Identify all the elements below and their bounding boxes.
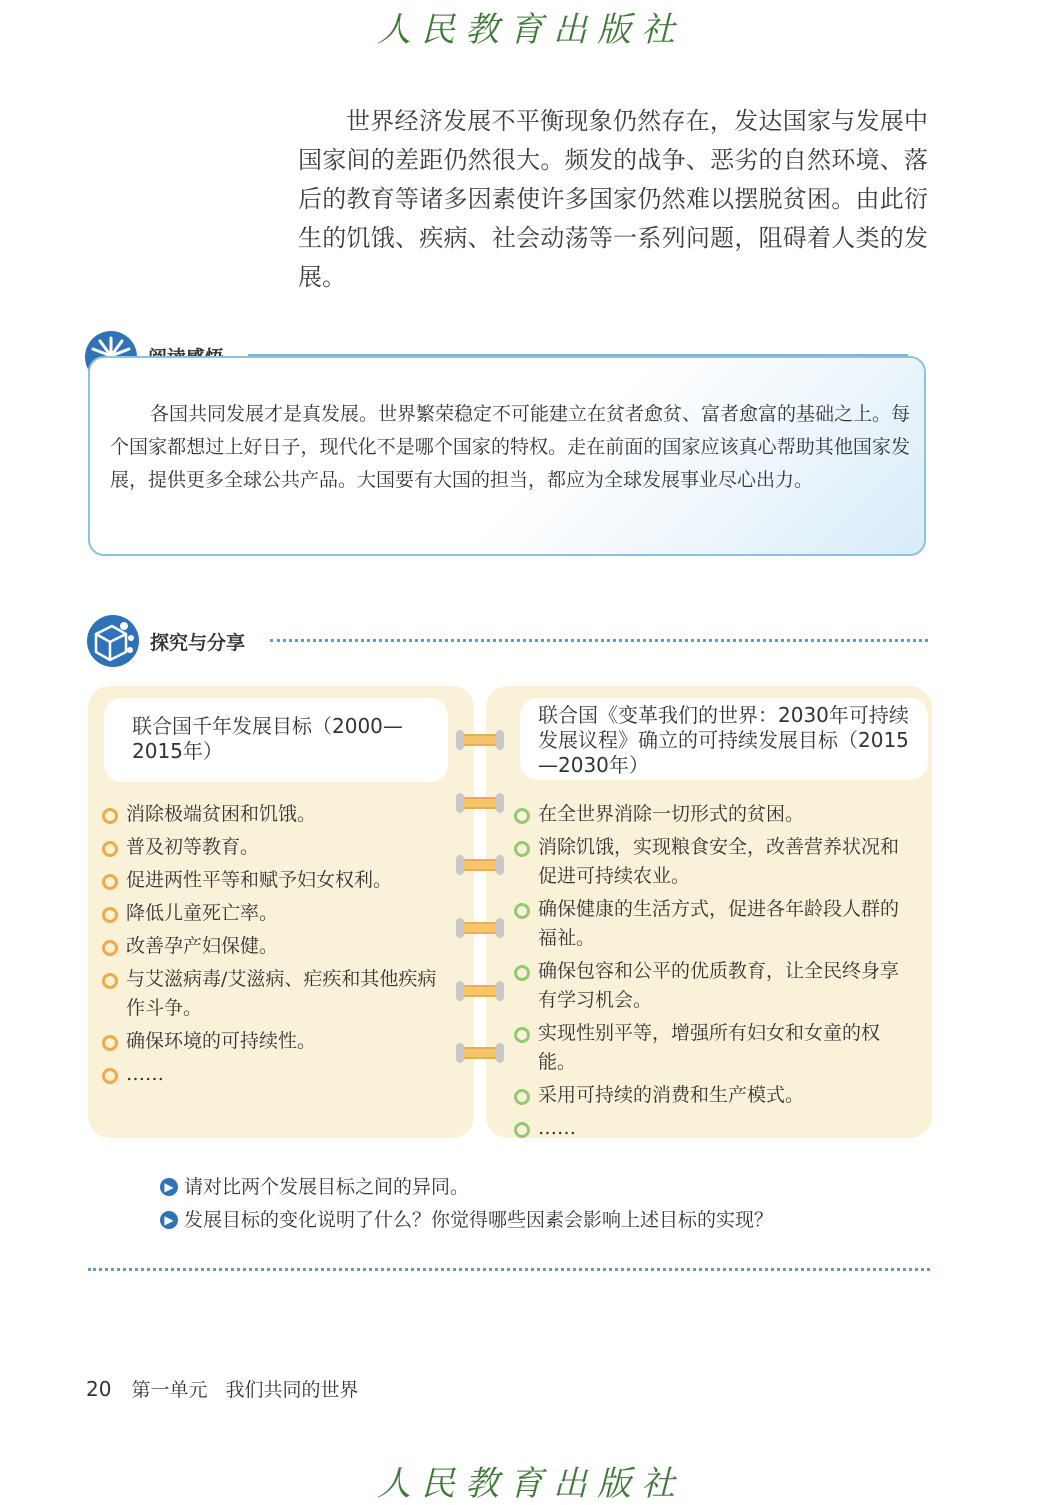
reading-text: 各国共同发展才是真发展。世界繁荣稳定不可能建立在贫者愈贫、富者愈富的基础之上。每个国家都想过上好日子，现代化不是哪个国家的特权。走在前面的国家应该真心帮助其他国家发展，提供更多全球公共产品。大国要有大国的担当，都应为全球发展事业尽心出力。: [110, 403, 911, 491]
explore-section-title: 探究与分享: [150, 632, 246, 654]
binder-ring-icon: [456, 922, 504, 934]
bullet-circle-icon: [514, 841, 530, 857]
goal-text: ……: [538, 1117, 576, 1139]
section-end-rule: [88, 1268, 930, 1271]
goal-text: 消除极端贫困和饥饿。: [126, 803, 317, 825]
bullet-circle-icon: [102, 973, 118, 989]
list-item: [102, 866, 442, 895]
goal-text: 消除饥饿，实现粮食安全，改善营养状况和促进可持续农业。: [538, 836, 900, 887]
binder-ring-icon: [456, 734, 504, 746]
list-item: [102, 800, 442, 829]
list-item: [102, 833, 442, 862]
unit-title: 我们共同的世界: [225, 1379, 359, 1401]
bullet-circle-icon: [102, 874, 118, 890]
mdg-heading: 联合国千年发展目标（2000—2015年）: [104, 698, 448, 782]
bullet-circle-icon: [514, 903, 530, 919]
sdg-heading: 联合国《变革我们的世界：2030年可持续发展议程》确立的可持续发展目标（2015—2030年）: [520, 698, 928, 780]
goal-text: 实现性别平等，增强所有妇女和女童的权能。: [538, 1022, 881, 1073]
bullet-circle-icon: [514, 1122, 530, 1138]
question-2: [160, 1205, 773, 1232]
goal-text: ……: [126, 1063, 164, 1085]
bullet-circle-icon: [514, 965, 530, 981]
bullet-circle-icon: [514, 808, 530, 824]
question-text: 请对比两个发展目标之间的异同。: [184, 1176, 470, 1198]
list-item: [514, 833, 916, 891]
bullet-circle-icon: [102, 940, 118, 956]
bullet-circle-icon: [102, 1068, 118, 1084]
binder-ring-icon: [456, 859, 504, 871]
binder-ring-icon: [456, 797, 504, 809]
play-arrow-icon: ▶: [160, 1211, 178, 1229]
bullet-circle-icon: [514, 1027, 530, 1043]
goal-text: 与艾滋病毒/艾滋病、疟疾和其他疾病作斗争。: [126, 968, 437, 1019]
list-item: [514, 1019, 916, 1077]
explore-title-rule: [270, 639, 928, 642]
goal-text: 在全世界消除一切形式的贫困。: [538, 803, 805, 825]
publisher-watermark-top: 人民教育出版社: [377, 10, 685, 50]
list-item: [102, 965, 442, 1023]
mdg-goal-list: [102, 800, 442, 1093]
binder-ring-icon: [456, 985, 504, 997]
bullet-circle-icon: [102, 808, 118, 824]
list-item: [514, 957, 916, 1015]
play-arrow-icon: ▶: [160, 1178, 178, 1196]
sdg-goal-list: [514, 800, 916, 1147]
goal-text: 改善孕产妇保健。: [126, 935, 279, 957]
goal-text: 采用可持续的消费和生产模式。: [538, 1084, 805, 1106]
goal-text: 确保包容和公平的优质教育，让全民终身享有学习机会。: [538, 960, 900, 1011]
question-1: [160, 1172, 469, 1199]
page-number: 20: [86, 1377, 112, 1401]
list-item: [102, 932, 442, 961]
bullet-circle-icon: [514, 1089, 530, 1105]
bullet-circle-icon: [102, 841, 118, 857]
list-item: [514, 800, 916, 829]
list-item: [514, 895, 916, 953]
intro-paragraph: 世界经济发展不平衡现象仍然存在，发达国家与发展中国家间的差距仍然很大。频发的战争、恶劣的自然环境、落后的教育等诸多因素使许多国家仍然难以摆脱贫困。由此衍生的饥饿、疾病、社会动荡等一系列问题，阻碍着人类的发展。: [298, 107, 928, 291]
question-text: 发展目标的变化说明了什么？你觉得哪些因素会影响上述目标的实现？: [184, 1209, 774, 1231]
goal-text: 确保环境的可持续性。: [126, 1030, 317, 1052]
list-item: [102, 1027, 442, 1056]
goal-text: 确保健康的生活方式，促进各年龄段人群的福祉。: [538, 898, 900, 949]
page-footer: [86, 1375, 358, 1402]
goal-text: 普及初等教育。: [126, 836, 260, 858]
goal-text: 促进两性平等和赋予妇女权利。: [126, 869, 393, 891]
list-item: [514, 1114, 916, 1143]
publisher-watermark-bottom: 人民教育出版社: [377, 1464, 685, 1504]
binder-ring-icon: [456, 1047, 504, 1059]
goal-text: 降低儿童死亡率。: [126, 902, 279, 924]
bullet-circle-icon: [102, 907, 118, 923]
unit-label: 第一单元: [131, 1379, 208, 1401]
bullet-circle-icon: [102, 1035, 118, 1051]
list-item: [514, 1081, 916, 1110]
list-item: [102, 899, 442, 928]
explore-section-icon: [86, 614, 140, 668]
list-item: [102, 1060, 442, 1089]
